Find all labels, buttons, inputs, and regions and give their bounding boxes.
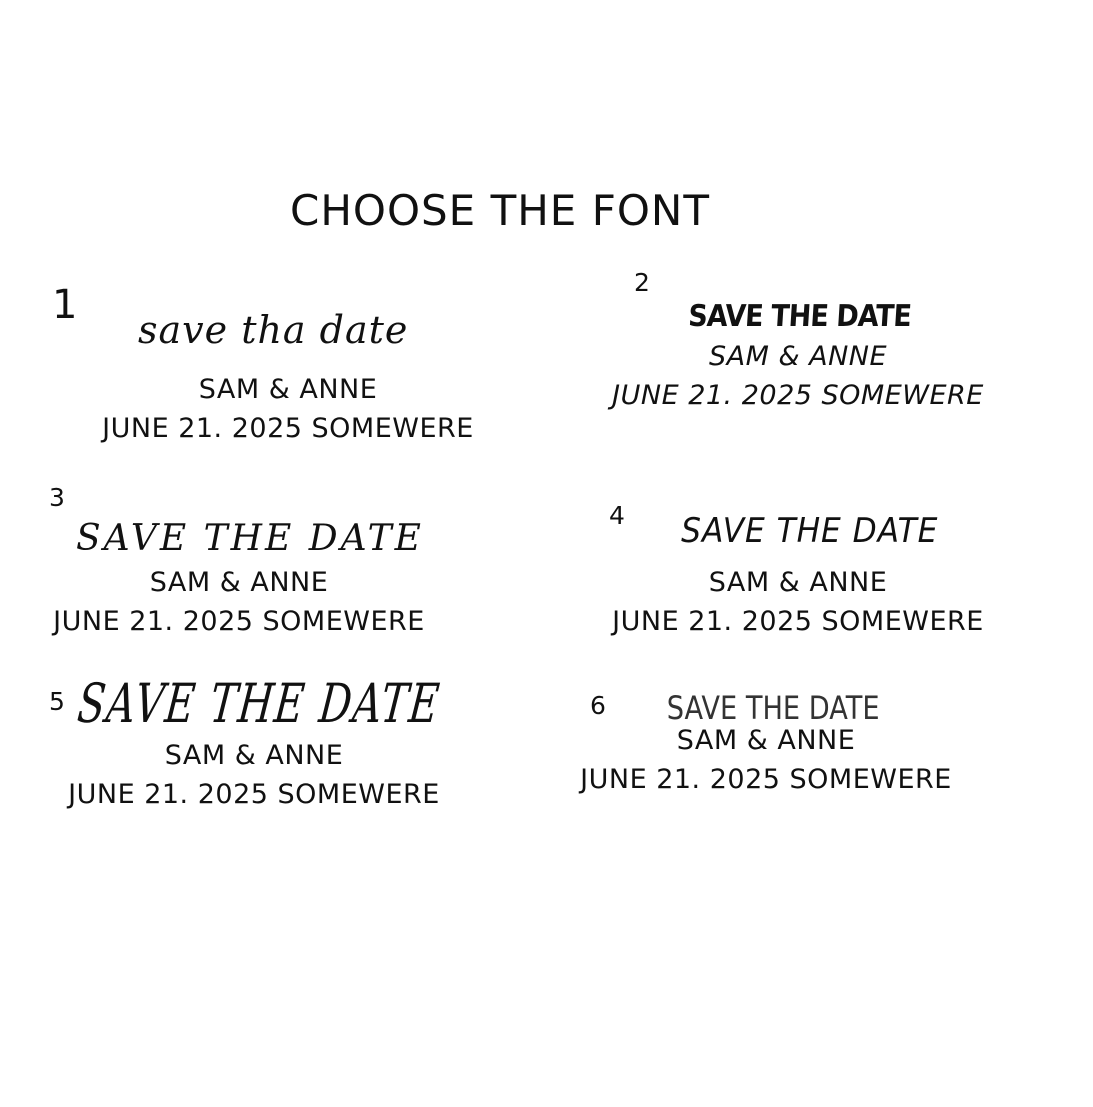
option-3-date: JUNE 21. 2025 SOMEWERE <box>53 606 425 637</box>
option-2-date: JUNE 21. 2025 SOMEWERE <box>612 380 984 411</box>
option-5-names: SAM & ANNE <box>164 740 344 771</box>
option-number-6: 6 <box>590 691 606 720</box>
option-2-details <box>598 337 998 415</box>
option-3-details <box>39 563 439 641</box>
option-5-script-sample: SAVE THE DATE <box>74 672 444 735</box>
option-4-names: SAM & ANNE <box>708 567 888 598</box>
option-number-3: 3 <box>49 483 65 512</box>
option-2-names: SAM & ANNE <box>708 341 888 372</box>
option-1-date: JUNE 21. 2025 SOMEWERE <box>102 413 474 444</box>
option-1-script-sample: save tha date <box>138 308 409 352</box>
option-4-details <box>598 563 998 641</box>
option-1-details <box>88 370 488 448</box>
option-2-script-sample: SAVE THE DATE <box>687 299 913 334</box>
option-6-date: JUNE 21. 2025 SOMEWERE <box>580 764 952 795</box>
option-5-date: JUNE 21. 2025 SOMEWERE <box>68 779 440 810</box>
option-4-script-sample: SAVE THE DATE <box>681 511 939 551</box>
option-1-names: SAM & ANNE <box>198 374 378 405</box>
option-5-details <box>54 736 454 814</box>
option-4-date: JUNE 21. 2025 SOMEWERE <box>612 606 984 637</box>
option-number-2: 2 <box>634 268 650 297</box>
option-6-details <box>566 721 966 799</box>
option-number-1: 1 <box>52 282 78 328</box>
option-number-4: 4 <box>609 501 625 530</box>
option-number-5: 5 <box>49 687 65 716</box>
page-title: CHOOSE THE FONT <box>290 186 710 235</box>
option-3-names: SAM & ANNE <box>149 567 329 598</box>
option-6-names: SAM & ANNE <box>676 725 856 756</box>
option-3-script-sample: SAVE THE DATE <box>76 518 424 559</box>
option-6-script-sample: SAVE THE DATE <box>666 689 880 727</box>
